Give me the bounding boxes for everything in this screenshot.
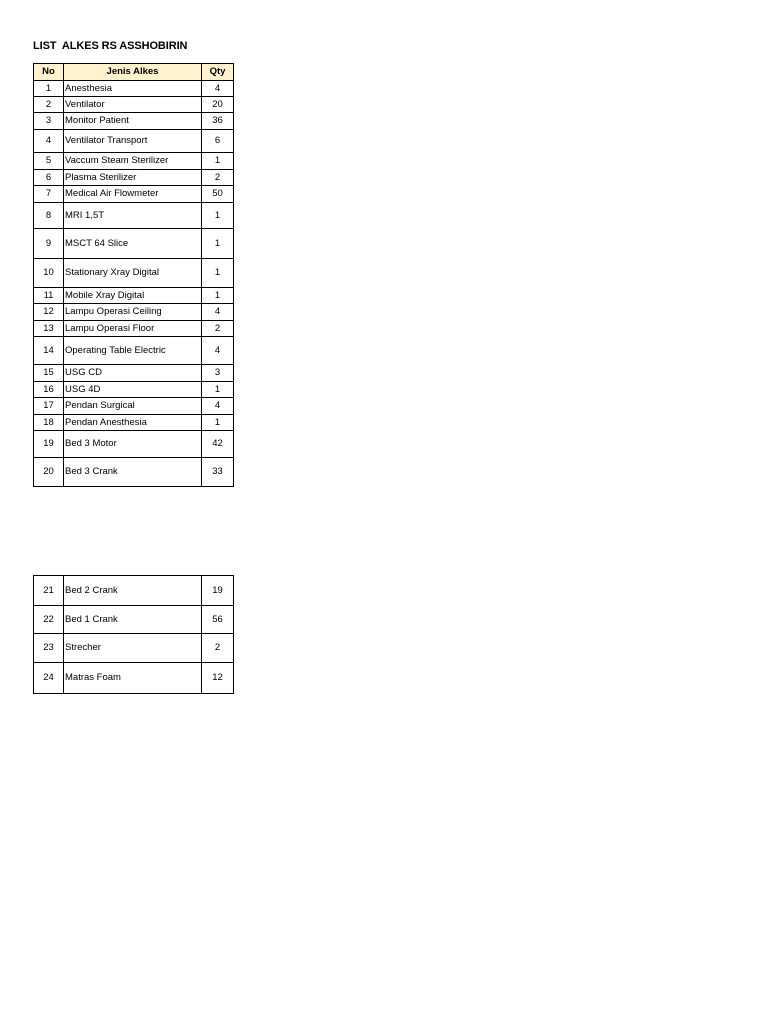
quantity: 50 [202,186,234,203]
row-number: 12 [34,304,64,321]
document-title: LIST ALKES RS ASSHOBIRIN [33,40,188,52]
quantity: 1 [202,288,234,304]
row-number: 13 [34,321,64,337]
row-number: 20 [34,458,64,487]
table-row [34,203,234,229]
header-qty: Qty [202,64,234,81]
quantity: 36 [202,113,234,130]
equipment-name: Monitor Patient [64,113,202,130]
equipment-name: Medical Air Flowmeter [64,186,202,203]
quantity: 2 [202,634,234,663]
table-row [34,81,234,97]
equipment-name: Mobile Xray Digital [64,288,202,304]
header-no: No [34,64,64,81]
table-row [34,337,234,365]
quantity: 4 [202,337,234,365]
table-row [34,170,234,186]
quantity: 4 [202,81,234,97]
equipment-name: Lampu Operasi Floor [64,321,202,337]
row-number: 23 [34,634,64,663]
table-row [34,288,234,304]
table-row [34,415,234,431]
quantity: 6 [202,130,234,153]
row-number: 10 [34,259,64,288]
row-number: 1 [34,81,64,97]
quantity: 56 [202,606,234,634]
row-number: 22 [34,606,64,634]
equipment-name: Pendan Anesthesia [64,415,202,431]
header-jenis-alkes: Jenis Alkes [64,64,202,81]
equipment-table-continued [33,575,234,694]
equipment-name: MSCT 64 Slice [64,229,202,259]
row-number: 4 [34,130,64,153]
quantity: 1 [202,259,234,288]
quantity: 3 [202,365,234,382]
row-number: 9 [34,229,64,259]
equipment-name: Vaccum Steam Sterilizer [64,153,202,170]
equipment-name: Matras Foam [64,663,202,694]
row-number: 6 [34,170,64,186]
equipment-name: MRI 1,5T [64,203,202,229]
table-row [34,153,234,170]
table-row [34,458,234,487]
equipment-name: Plasma Sterilizer [64,170,202,186]
table-row [34,321,234,337]
quantity: 2 [202,321,234,337]
equipment-name: Ventilator [64,97,202,113]
equipment-table [33,63,234,487]
table-row [34,113,234,130]
row-number: 18 [34,415,64,431]
row-number: 11 [34,288,64,304]
quantity: 4 [202,304,234,321]
table-row [34,663,234,694]
equipment-name: Bed 3 Motor [64,431,202,458]
quantity: 1 [202,415,234,431]
row-number: 7 [34,186,64,203]
equipment-name: Bed 3 Crank [64,458,202,487]
table-row [34,130,234,153]
quantity: 42 [202,431,234,458]
table-row [34,431,234,458]
table-row [34,606,234,634]
table-row [34,576,234,606]
equipment-name: Bed 1 Crank [64,606,202,634]
table-row [34,229,234,259]
table-row [34,365,234,382]
quantity: 1 [202,382,234,398]
quantity: 2 [202,170,234,186]
equipment-name: Lampu Operasi Ceiling [64,304,202,321]
row-number: 5 [34,153,64,170]
equipment-name: Pendan Surgical [64,398,202,415]
row-number: 17 [34,398,64,415]
quantity: 19 [202,576,234,606]
row-number: 14 [34,337,64,365]
equipment-name: USG 4D [64,382,202,398]
row-number: 15 [34,365,64,382]
row-number: 8 [34,203,64,229]
row-number: 3 [34,113,64,130]
equipment-name: Strecher [64,634,202,663]
row-number: 21 [34,576,64,606]
table-row [34,398,234,415]
quantity: 20 [202,97,234,113]
table-row [34,304,234,321]
equipment-name: Ventilator Transport [64,130,202,153]
table-row [34,97,234,113]
quantity: 1 [202,203,234,229]
row-number: 19 [34,431,64,458]
header-row [34,64,234,81]
quantity: 1 [202,153,234,170]
quantity: 12 [202,663,234,694]
quantity: 33 [202,458,234,487]
quantity: 4 [202,398,234,415]
table-row [34,382,234,398]
equipment-name: Operating Table Electric [64,337,202,365]
equipment-name: Bed 2 Crank [64,576,202,606]
equipment-name: USG CD [64,365,202,382]
table-row [34,259,234,288]
row-number: 16 [34,382,64,398]
row-number: 2 [34,97,64,113]
table-row [34,634,234,663]
table-row [34,186,234,203]
equipment-name: Anesthesia [64,81,202,97]
equipment-name: Stationary Xray Digital [64,259,202,288]
row-number: 24 [34,663,64,694]
quantity: 1 [202,229,234,259]
